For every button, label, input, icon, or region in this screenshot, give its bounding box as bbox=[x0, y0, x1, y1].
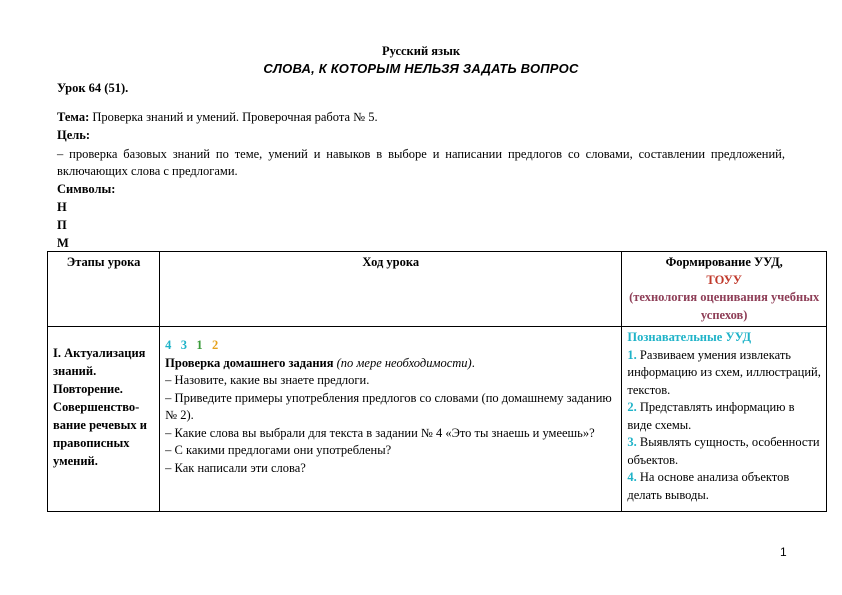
topic-label: Тема: bbox=[57, 110, 90, 124]
page-number: 1 bbox=[780, 545, 787, 559]
course-cell bbox=[160, 327, 622, 512]
uud-item bbox=[627, 399, 821, 434]
question-1: – Назовите, какие вы знаете предлоги. bbox=[165, 373, 370, 387]
uud-item bbox=[627, 347, 821, 400]
lesson-title: СЛОВА, К КОТОРЫМ НЕЛЬЗЯ ЗАДАТЬ ВОПРОС bbox=[263, 61, 579, 76]
uud-item-text: Представлять информацию в виде схемы. bbox=[627, 400, 795, 432]
number-1: 1 bbox=[196, 338, 203, 352]
question-2: – Приведите примеры употребления предлогов со словами (по домашнему заданию № 2). bbox=[165, 390, 612, 422]
goal-text: – проверка базовых знаний по теме, умений и навыков в выборе и написании предлогов со словами, составлении предложений, включающих слова с предлогами. bbox=[57, 147, 785, 178]
uud-item-text: Развиваем умения извлекать информацию из схем, иллюстраций, текстов. bbox=[627, 347, 821, 397]
uud-item bbox=[627, 469, 821, 504]
uud-item-num: 3. bbox=[627, 435, 637, 449]
homework-title: Проверка домашнего задания bbox=[165, 355, 334, 370]
uud-item bbox=[627, 434, 821, 469]
symbol-p: П bbox=[57, 218, 67, 232]
uud-cell bbox=[622, 327, 827, 512]
header-uud bbox=[622, 252, 827, 327]
homework-title-line bbox=[165, 355, 616, 373]
number-4: 4 bbox=[165, 338, 172, 352]
homework-end: . bbox=[471, 355, 475, 370]
lesson-table bbox=[47, 251, 827, 512]
uud-item-text: Выявлять сущность, особенности объектов. bbox=[627, 435, 820, 467]
header-course: Ход урока bbox=[160, 252, 622, 327]
symbol-m: М bbox=[57, 236, 69, 250]
subject-heading: Русский язык bbox=[381, 44, 461, 58]
table-row bbox=[48, 327, 827, 512]
stage-cell: I. Актуализация знаний. Повторение. Совершенство-вание речевых и правописных умений. bbox=[48, 327, 160, 512]
header-uud-touu: ТОУУ bbox=[706, 272, 742, 287]
uud-item-num: 2. bbox=[627, 400, 637, 414]
goal-label: Цель: bbox=[57, 128, 91, 142]
homework-note: (по мере необходимости) bbox=[336, 355, 472, 370]
lesson-number: Урок 64 (51). bbox=[57, 81, 129, 95]
question-3: – Какие слова вы выбрали для текста в задании № 4 «Это ты знаешь и умеешь»? bbox=[165, 425, 595, 440]
symbol-numbers bbox=[165, 337, 616, 355]
number-2: 2 bbox=[212, 338, 219, 352]
header-uud-line1: Формирование УУД, bbox=[665, 255, 783, 269]
table-header-row bbox=[48, 252, 827, 327]
question-5: – Как написали эти слова? bbox=[165, 460, 306, 475]
uud-item-num: 4. bbox=[627, 470, 637, 484]
symbols-label: Символы: bbox=[57, 182, 116, 196]
header-stages: Этапы урока bbox=[48, 252, 160, 327]
number-3: 3 bbox=[180, 338, 188, 352]
symbol-n: Н bbox=[57, 200, 67, 214]
question-4: – С какими предлогами они употреблены? bbox=[165, 443, 392, 457]
uud-item-num: 1. bbox=[627, 347, 637, 362]
header-uud-technology: (технология оценивания учебных успехов) bbox=[629, 290, 820, 322]
uud-item-text: На основе анализа объектов делать выводы. bbox=[627, 470, 790, 502]
topic-line bbox=[57, 110, 378, 125]
uud-title: Познавательные УУД bbox=[627, 330, 752, 344]
topic-text: Проверка знаний и умений. Проверочная работа № 5. bbox=[89, 110, 378, 124]
